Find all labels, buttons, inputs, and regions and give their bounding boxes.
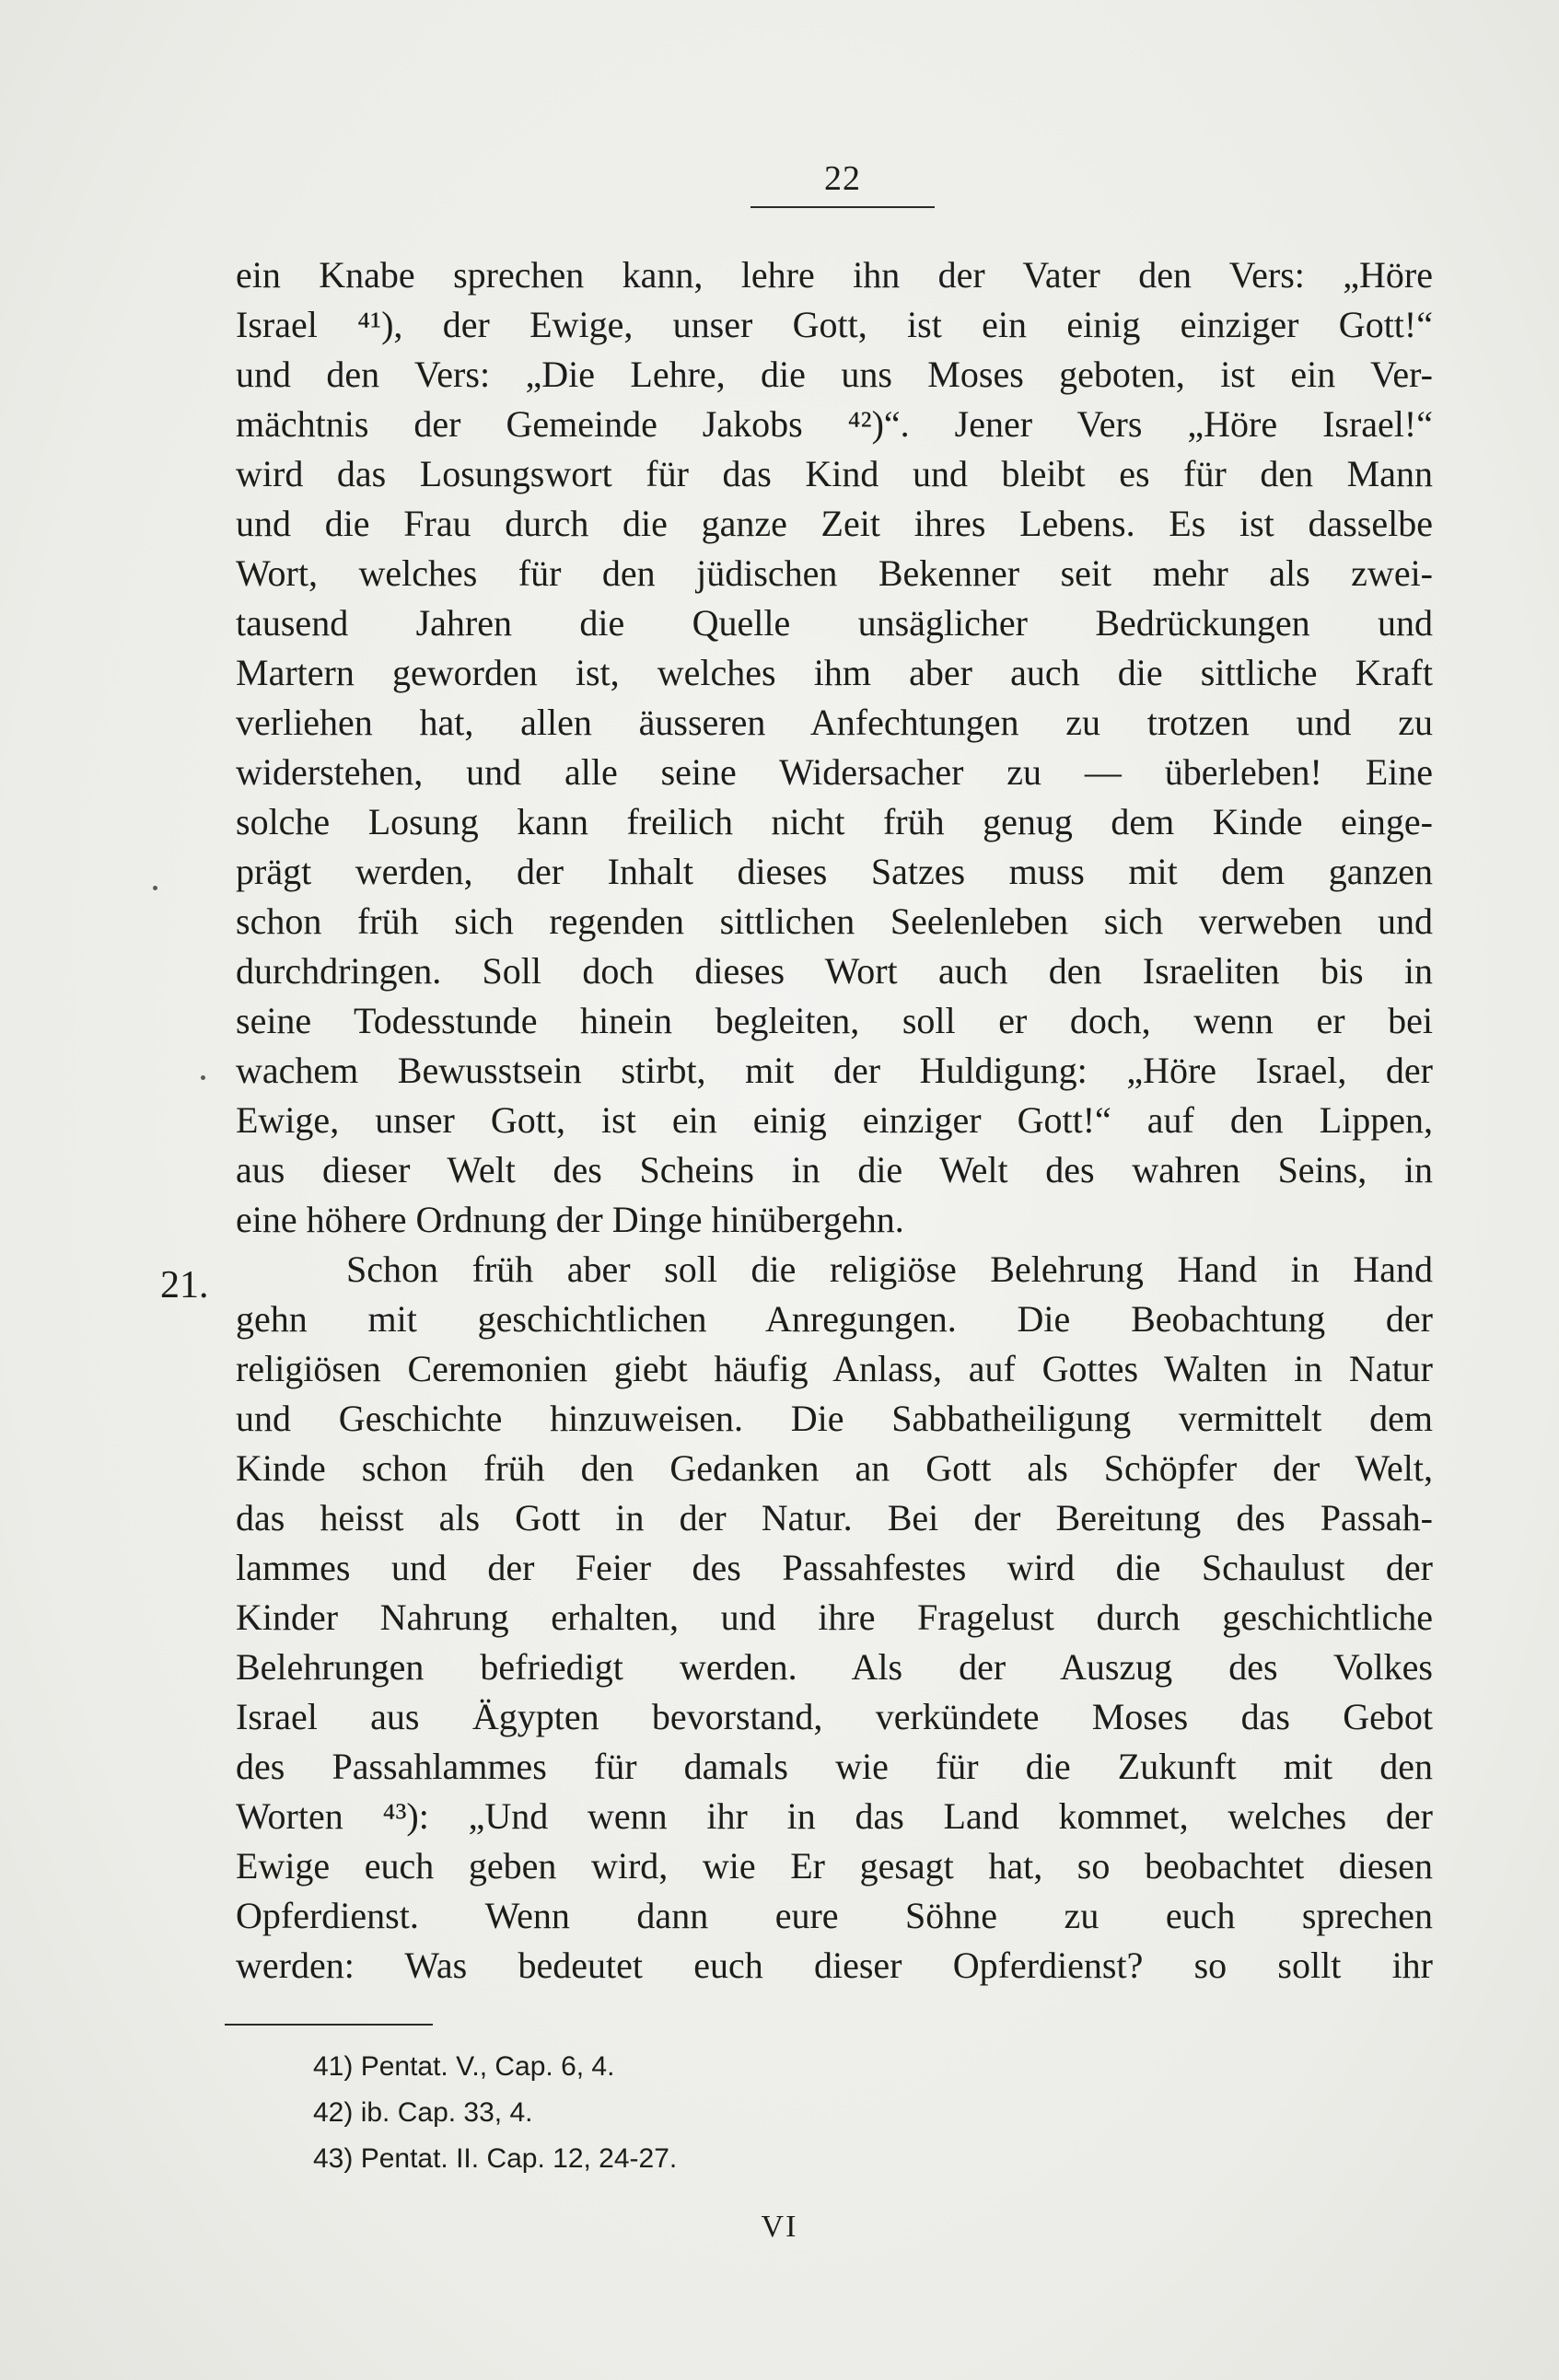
paper-speck: [201, 1075, 205, 1080]
header-rule: [750, 206, 935, 208]
text-line: Schon früh aber soll die religiöse Belehrung Hand in Hand: [346, 1248, 1433, 1290]
footnote: 41) Pentat. V., Cap. 6, 4.: [313, 2051, 615, 2082]
text-line: und Geschichte hinzuweisen. Die Sabbatheiligung vermittelt dem: [236, 1398, 1433, 1439]
text-line: religiösen Ceremonien giebt häufig Anlass, auf Gottes Walten in Natur: [236, 1348, 1433, 1389]
footnote: 43) Pentat. II. Cap. 12, 24-27.: [313, 2143, 678, 2174]
text-line: durchdringen. Soll doch dieses Wort auch den Israeliten bis in: [236, 950, 1433, 992]
body-text: [236, 250, 1433, 1991]
text-line: des Passahlammes für damals wie für die Zukunft mit den: [236, 1746, 1433, 1787]
text-line: Belehrungen befriedigt werden. Als der Auszug des Volkes: [236, 1646, 1433, 1688]
text-line: verliehen hat, allen äusseren Anfechtungen zu trotzen und zu: [236, 702, 1433, 743]
text-line: Opferdienst. Wenn dann eure Söhne zu euch sprechen: [236, 1895, 1433, 1936]
text-line: tausend Jahren die Quelle unsäglicher Bedrückungen und: [236, 602, 1433, 644]
text-line: Martern geworden ist, welches ihm aber auch die sittliche Kraft: [236, 652, 1433, 693]
text-line: und den Vers: „Die Lehre, die uns Moses geboten, ist ein Ver-: [236, 354, 1433, 395]
text-line: werden: Was bedeutet euch dieser Opferdienst? so sollt ihr: [236, 1945, 1433, 1986]
text-line: Wort, welches für den jüdischen Bekenner seit mehr als zwei-: [236, 552, 1433, 594]
paragraph-number: 21.: [160, 1264, 209, 1306]
text-line: lammes und der Feier des Passahfestes wird die Schaulust der: [236, 1547, 1433, 1588]
text-line: das heisst als Gott in der Natur. Bei der Bereitung des Passah-: [236, 1497, 1433, 1538]
text-line: mächtnis der Gemeinde Jakobs ⁴²)“. Jener Vers „Höre Israel!“: [236, 403, 1433, 445]
text-line: Kinde schon früh den Gedanken an Gott als Schöpfer der Welt,: [236, 1447, 1433, 1489]
text-line: widerstehen, und alle seine Widersacher zu — überleben! Eine: [236, 751, 1433, 793]
page-number: 22: [824, 159, 861, 198]
text-line: Israel ⁴¹), der Ewige, unser Gott, ist ein einig einziger Gott!“: [236, 304, 1433, 345]
text-line: Ewige euch geben wird, wie Er gesagt hat, so beobachtet diesen: [236, 1845, 1433, 1887]
text-line: wachem Bewusstsein stirbt, mit der Huldigung: „Höre Israel, der: [236, 1050, 1433, 1091]
text-line: prägt werden, der Inhalt dieses Satzes muss mit dem ganzen: [236, 851, 1433, 892]
text-line: schon früh sich regenden sittlichen Seelenleben sich verweben und: [236, 900, 1433, 942]
footnote: 42) ib. Cap. 33, 4.: [313, 2097, 533, 2128]
text-line: aus dieser Welt des Scheins in die Welt des wahren Seins, in: [236, 1149, 1433, 1190]
text-line: seine Todesstunde hinein begleiten, soll er doch, wenn er bei: [236, 1000, 1433, 1041]
text-line: Israel aus Ägypten bevorstand, verkündete Moses das Gebot: [236, 1696, 1433, 1737]
text-line: gehn mit geschichtlichen Anregungen. Die Beobachtung der: [236, 1298, 1433, 1340]
text-line: Kinder Nahrung erhalten, und ihre Fragelust durch geschichtliche: [236, 1596, 1433, 1638]
text-line: eine höhere Ordnung der Dinge hinübergehn.: [236, 1199, 904, 1240]
footnote-rule: [225, 2024, 433, 2026]
signature-mark: VI: [761, 2210, 798, 2244]
text-line: Worten ⁴³): „Und wenn ihr in das Land kommet, welches der: [236, 1795, 1433, 1837]
text-line: ein Knabe sprechen kann, lehre ihn der Vater den Vers: „Höre: [236, 254, 1433, 296]
text-line: und die Frau durch die ganze Zeit ihres Lebens. Es ist dasselbe: [236, 503, 1433, 544]
page-header: [750, 158, 935, 208]
text-line: solche Losung kann freilich nicht früh genug dem Kinde einge-: [236, 801, 1433, 842]
text-line: wird das Losungswort für das Kind und bleibt es für den Mann: [236, 453, 1433, 494]
footnotes: [313, 2044, 677, 2182]
text-line: Ewige, unser Gott, ist ein einig einziger Gott!“ auf den Lippen,: [236, 1099, 1433, 1141]
paper-speck: [153, 886, 157, 890]
